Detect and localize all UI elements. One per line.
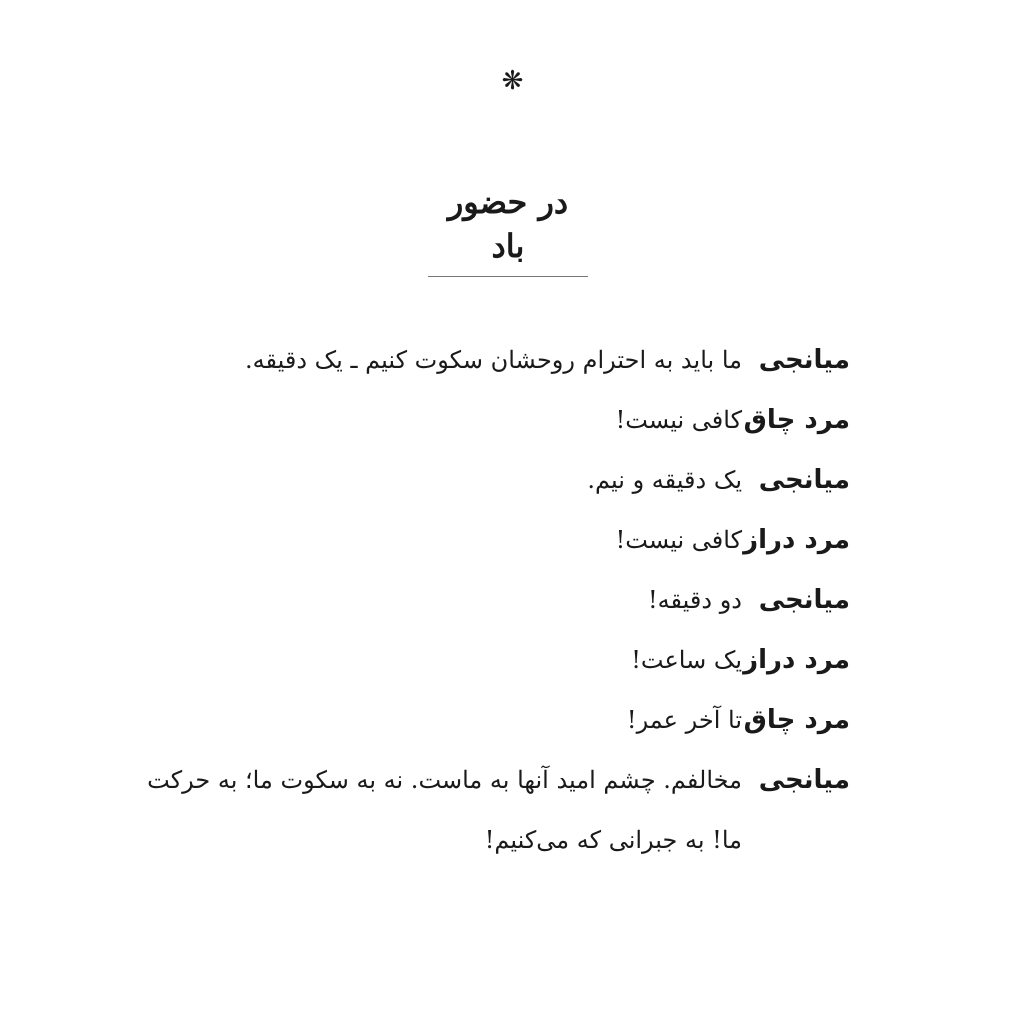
dialogue-line <box>130 750 850 870</box>
speech-text: کافی نیست! <box>615 526 742 554</box>
speaker-name: مرد چاق <box>743 405 850 435</box>
speech-text: دو دقیقه! <box>648 586 742 614</box>
dialogue-line <box>130 690 850 750</box>
speaker-name: مرد دراز <box>743 645 850 675</box>
dialogue-line <box>130 450 850 510</box>
speech-text: مخالفم. چشم امید آنها به ماست. نه به سکوت ما؛ به حرکت ما! به جبرانی که می‌کنیم! <box>147 766 742 854</box>
speech-text: ما باید به احترام روحشان سکوت کنیم ـ یک دقیقه. <box>245 346 742 374</box>
speech-text: تا آخر عمر! <box>626 706 742 734</box>
dialogue-line <box>130 570 850 630</box>
dialogue-line <box>130 630 850 690</box>
dialogue-line <box>130 330 850 390</box>
page-title: در حضور باد <box>428 180 588 277</box>
speaker-name: مرد چاق <box>743 705 850 735</box>
speech-text: کافی نیست! <box>615 406 742 434</box>
speaker-name: میانجی <box>758 345 850 375</box>
speaker-name: میانجی <box>758 465 850 495</box>
dialogue-line <box>130 510 850 570</box>
speaker-name: مرد دراز <box>743 525 850 555</box>
dialogue-line <box>130 390 850 450</box>
speaker-name: میانجی <box>758 765 850 795</box>
dialogue-block <box>130 330 850 870</box>
ornament-icon: ❋ <box>501 66 524 96</box>
speaker-name: میانجی <box>758 585 850 615</box>
speech-text: یک دقیقه و نیم. <box>587 466 742 494</box>
speech-text: یک ساعت! <box>631 646 742 674</box>
